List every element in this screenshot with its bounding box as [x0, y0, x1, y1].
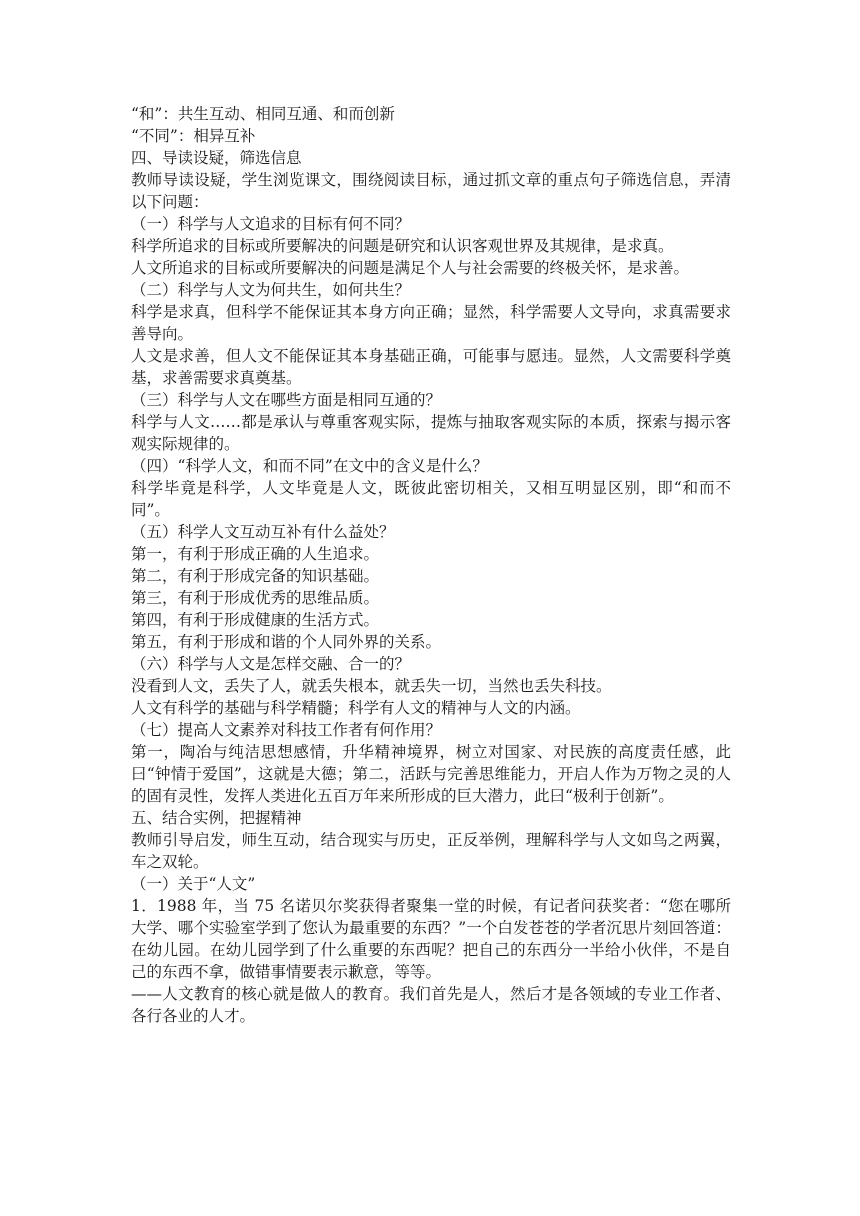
question-4: （四）“科学人文，和而不同”在文中的含义是什么？ [131, 457, 488, 475]
example-1-nobel: 1．1988 年，当 75 名诺贝尔奖获得者聚集一堂的时候，有记者问获奖者：“您在哪所大学、哪个实验室学到了您认为最重要的东西？”一个白发苍苍的学者沉思片刻回答道：在幼儿园。在幼儿园学到了什么重要的东西呢？把自己的东西分一半给小伙伴，不是自己的东西不拿，做错事情要表示歉意，等等。 [131, 897, 731, 981]
answer-5-third: 第三，有利于形成优秀的思维品质。 [131, 589, 380, 607]
section-heading-5: 五、结合实例，把握精神 [131, 809, 302, 827]
document-body [131, 103, 731, 1027]
question-5: （五）科学人文互动互补有什么益处？ [131, 523, 395, 541]
line-he-definition: “和”：共生互动、相同互通、和而创新 [131, 105, 395, 123]
question-7: （七）提高人文素养对科技工作者有何作用？ [131, 721, 442, 739]
answer-4: 科学毕竟是科学，人文毕竟是人文，既彼此密切相关，又相互明显区别，即“和而不同”。 [131, 479, 731, 519]
paragraph-intro-5: 教师引导启发，师生互动，结合现实与历史，正反举例，理解科学与人文如鸟之两翼，车之双轮。 [131, 831, 731, 871]
answer-3: 科学与人文……都是承认与尊重客观实际，提炼与抽取客观实际的本质，探索与揭示客观实际规律的。 [131, 413, 731, 453]
line-butong-definition: “不同”：相异互补 [131, 127, 256, 145]
question-1: （一）科学与人文追求的目标有何不同？ [131, 215, 411, 233]
answer-2b: 人文是求善，但人文不能保证其本身基础正确，可能事与愿违。显然，人文需要科学奠基，求善需要求真奠基。 [131, 347, 731, 387]
example-1-comment: ——人文教育的核心就是做人的教育。我们首先是人，然后才是各领域的专业工作者、各行各业的人才。 [131, 985, 731, 1025]
subheading-renwen: （一）关于“人文” [131, 875, 256, 893]
answer-5-fourth: 第四，有利于形成健康的生活方式。 [131, 611, 380, 629]
answer-5-second: 第二，有利于形成完备的知识基础。 [131, 567, 380, 585]
question-6: （六）科学与人文是怎样交融、合一的？ [131, 655, 411, 673]
answer-6a: 没看到人文，丢失了人，就丢失根本，就丢失一切，当然也丢失科技。 [131, 677, 612, 695]
answer-2a: 科学是求真，但科学不能保证其本身方向正确；显然，科学需要人文导向，求真需要求善导向。 [131, 303, 731, 343]
answer-6b: 人文有科学的基础与科学精髓；科学有人文的精神与人文的内涵。 [131, 699, 581, 717]
question-2: （二）科学与人文为何共生，如何共生？ [131, 281, 411, 299]
paragraph-intro-4: 教师导读设疑，学生浏览课文，围绕阅读目标，通过抓文章的重点句子筛选信息，弄清以下问题： [131, 171, 731, 211]
answer-7: 第一，陶冶与纯洁思想感情，升华精神境界，树立对国家、对民族的高度责任感，此曰“钟情于爱国”，这就是大德；第二，活跃与完善思维能力，开启人作为万物之灵的人的固有灵性，发挥人类进化五百万年来所形成的巨大潜力，此曰“极利于创新”。 [131, 743, 731, 805]
answer-1b: 人文所追求的目标或所要解决的问题是满足个人与社会需要的终极关怀，是求善。 [131, 259, 690, 277]
section-heading-4: 四、导读设疑，筛选信息 [131, 149, 302, 167]
answer-5-first: 第一，有利于形成正确的人生追求。 [131, 545, 380, 563]
question-3: （三）科学与人文在哪些方面是相同互通的？ [131, 391, 442, 409]
answer-5-fifth: 第五，有利于形成和谐的个人同外界的关系。 [131, 633, 442, 651]
answer-1a: 科学所追求的目标或所要解决的问题是研究和认识客观世界及其规律，是求真。 [131, 237, 674, 255]
